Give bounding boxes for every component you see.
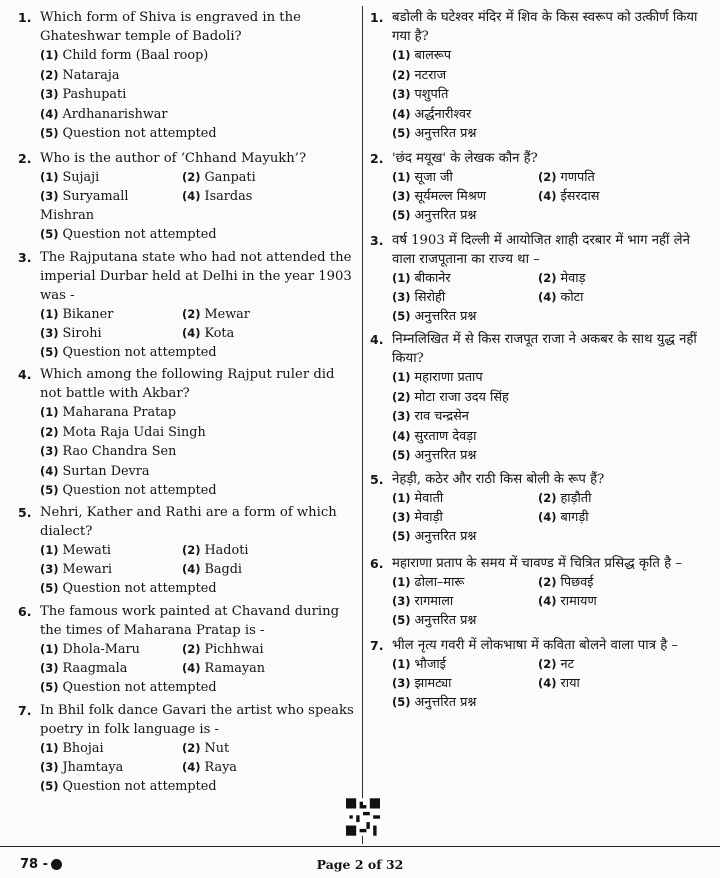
- option-5: [392, 446, 705, 466]
- option-text: Bhojai: [62, 740, 104, 756]
- option-3: [392, 288, 538, 307]
- option-text: राव चन्द्रसेन: [414, 409, 469, 425]
- question-1: [18, 8, 358, 144]
- question-text: Which form of Shiva is engraved in the Ghateshwar temple of Badoli?: [40, 10, 301, 44]
- option-2: [182, 305, 358, 324]
- question-stem: [18, 503, 358, 541]
- option-2: [182, 640, 358, 659]
- option-number: (3): [40, 444, 59, 459]
- option-3: [392, 407, 705, 427]
- option-5: [40, 225, 358, 244]
- option-number: (3): [40, 759, 59, 774]
- question-text: In Bhil folk dance Gavari the artist who speaks poetry in folk language is -: [40, 702, 354, 737]
- option-number: (2): [182, 169, 201, 184]
- option-2: [392, 66, 705, 86]
- question-text: बडोली के घटेश्वर मंदिर में शिव के किस स्वरूप को उत्कीर्ण किया गया है?: [392, 10, 698, 44]
- option-5: [392, 307, 705, 326]
- options: [370, 46, 705, 144]
- option-text: Sirohi: [62, 325, 102, 341]
- option-3: [392, 592, 538, 611]
- option-number: (1): [40, 404, 59, 419]
- question-6: [18, 602, 358, 697]
- option-text: Isardas: [204, 188, 253, 204]
- option-5: [40, 777, 358, 796]
- option-text: Ganpati: [204, 169, 256, 185]
- option-number: (5): [392, 528, 411, 543]
- option-3: [392, 674, 538, 693]
- option-number: (2): [40, 67, 59, 82]
- options: [18, 739, 358, 796]
- option-3: [40, 442, 358, 462]
- option-text: नटराज: [414, 67, 447, 83]
- option-number: (5): [40, 483, 59, 498]
- option-2: [538, 269, 705, 288]
- option-text: पशुपति: [414, 87, 449, 103]
- question-6: [370, 554, 705, 630]
- option-number: (4): [182, 660, 201, 675]
- option-number: (2): [182, 306, 201, 321]
- option-3: [40, 324, 182, 343]
- option-text: Dhola-Maru: [62, 641, 140, 657]
- option-number: (5): [40, 580, 59, 595]
- question-7: [18, 701, 358, 796]
- option-1: [40, 46, 358, 66]
- question-2: [18, 149, 358, 244]
- option-number: (4): [538, 593, 557, 608]
- question-5: [370, 470, 705, 546]
- page-indicator: Page 2 of 32: [316, 857, 404, 872]
- option-text: बीकानेर: [414, 270, 451, 286]
- hindi-column: [370, 8, 705, 712]
- options: [18, 640, 358, 697]
- option-3: [392, 508, 538, 527]
- option-number: (4): [392, 428, 411, 443]
- question-stem: [18, 701, 358, 739]
- option-3: [40, 659, 182, 678]
- option-1: [40, 305, 182, 324]
- option-text: Bagdi: [204, 561, 243, 577]
- question-stem: [18, 149, 358, 168]
- option-number: (5): [392, 448, 411, 463]
- option-4: [538, 288, 705, 307]
- option-number: (3): [392, 409, 411, 424]
- option-number: (1): [392, 270, 411, 285]
- option-number: (2): [392, 67, 411, 82]
- option-text: Question not attempted: [62, 126, 217, 142]
- option-1: [392, 368, 705, 388]
- option-4: [182, 659, 358, 678]
- option-text: अनुत्तरित प्रश्न: [414, 612, 477, 628]
- option-text: मेवाती: [414, 490, 444, 506]
- question-stem: [370, 149, 705, 168]
- option-text: Ardhanarishwar: [62, 106, 168, 122]
- page-number: 78 -: [20, 857, 62, 872]
- question-text: Which among the following Rajput ruler did not battle with Akbar?: [40, 366, 335, 401]
- option-text: Mewar: [204, 306, 250, 322]
- option-text: सूर्यमल्ल मिश्रण: [414, 188, 487, 204]
- option-number: (3): [392, 675, 411, 690]
- question-4: [370, 330, 705, 466]
- option-text: Question not attempted: [62, 344, 217, 360]
- option-2: [182, 541, 358, 560]
- question-text: 'छंद मयूख' के लेखक कौन हैं?: [392, 150, 538, 166]
- option-1: [392, 168, 538, 187]
- question-7: [370, 636, 705, 712]
- question-stem: [370, 231, 705, 269]
- question-stem: [18, 602, 358, 640]
- option-number: (3): [40, 325, 59, 340]
- option-number: (3): [392, 87, 411, 102]
- option-text: Bikaner: [62, 306, 114, 322]
- column-divider: [362, 6, 363, 844]
- options: [18, 305, 358, 362]
- option-number: (1): [392, 490, 411, 505]
- page-footer: [0, 846, 720, 878]
- option-4: [392, 105, 705, 125]
- option-number: (4): [40, 106, 59, 121]
- question-number: 3.: [18, 249, 32, 265]
- question-1: [370, 8, 705, 144]
- option-text: मोटा राजा उदय सिंह: [414, 389, 509, 405]
- option-number: (2): [182, 740, 201, 755]
- option-5: [40, 124, 358, 144]
- option-1: [392, 46, 705, 66]
- option-text: Jhamtaya: [62, 759, 124, 775]
- option-text: Child form (Baal roop): [62, 48, 209, 63]
- option-2: [538, 168, 705, 187]
- option-4: [392, 427, 705, 447]
- option-2: [40, 66, 358, 86]
- option-number: (4): [538, 289, 557, 304]
- option-number: (3): [40, 87, 59, 102]
- question-number: 5.: [370, 471, 384, 487]
- option-text: Raagmala: [62, 660, 128, 676]
- option-4: [182, 560, 358, 579]
- option-number: (4): [538, 675, 557, 690]
- option-number: (1): [40, 542, 59, 557]
- option-text: हाड़ौती: [560, 490, 592, 506]
- option-number: (3): [40, 660, 59, 675]
- option-1: [40, 541, 182, 560]
- option-text: Suryamall Mishran: [40, 188, 129, 223]
- option-number: (5): [40, 778, 59, 793]
- option-text: भौजाई: [414, 656, 446, 672]
- option-4: [538, 674, 705, 693]
- option-number: (3): [392, 188, 411, 203]
- option-4: [182, 324, 358, 343]
- options: [18, 403, 358, 501]
- option-number: (3): [392, 593, 411, 608]
- option-number: (3): [40, 188, 59, 203]
- option-text: Ramayan: [204, 660, 265, 676]
- option-number: (5): [392, 207, 411, 222]
- option-number: (2): [538, 490, 557, 505]
- option-text: Raya: [204, 759, 237, 775]
- option-number: (5): [392, 694, 411, 709]
- option-text: अनुत्तरित प्रश्न: [414, 694, 477, 710]
- option-text: Nut: [204, 740, 230, 756]
- option-number: (4): [182, 325, 201, 340]
- question-stem: [370, 470, 705, 489]
- option-text: बागड़ी: [560, 509, 589, 525]
- option-text: Sujaji: [62, 169, 100, 185]
- option-3: [40, 187, 182, 225]
- qr-code-icon: [346, 798, 380, 836]
- option-text: Question not attempted: [62, 778, 217, 794]
- option-text: Mota Raja Udai Singh: [62, 424, 206, 440]
- option-text: Nataraja: [62, 67, 120, 83]
- question-number: 4.: [18, 366, 32, 382]
- option-5: [392, 124, 705, 144]
- option-text: महाराणा प्रताप: [414, 369, 483, 385]
- option-text: गणपति: [560, 169, 595, 185]
- option-4: [182, 187, 358, 225]
- question-stem: [18, 248, 358, 305]
- option-5: [392, 693, 705, 712]
- option-text: Surtan Devra: [62, 463, 150, 479]
- option-text: बालरूप: [414, 48, 452, 63]
- option-3: [392, 85, 705, 105]
- option-text: राया: [560, 675, 580, 691]
- option-number: (2): [182, 641, 201, 656]
- options: [18, 168, 358, 244]
- option-text: Hadoti: [204, 542, 249, 558]
- option-4: [182, 758, 358, 777]
- question-number: 3.: [370, 232, 384, 248]
- option-text: सिरोही: [414, 289, 446, 305]
- question-text: भील नृत्य गवरी में लोकभाषा में कविता बोलने वाला पात्र है –: [392, 637, 678, 653]
- option-number: (3): [392, 289, 411, 304]
- question-number: 5.: [18, 504, 32, 520]
- option-number: (1): [40, 48, 59, 62]
- option-2: [538, 655, 705, 674]
- option-text: मेवाड़ी: [414, 509, 443, 525]
- option-text: Kota: [204, 325, 235, 341]
- option-number: (1): [392, 169, 411, 184]
- option-text: Mewati: [62, 542, 112, 558]
- option-1: [392, 573, 538, 592]
- option-text: Question not attempted: [62, 580, 217, 596]
- option-text: अनुत्तरित प्रश्न: [414, 528, 477, 544]
- options: [370, 489, 705, 546]
- question-text: वर्ष 1903 में दिल्ली में आयोजित शाही दरबार में भाग नहीं लेने वाला राजपूताना का राज्य था –: [392, 232, 690, 267]
- option-number: (5): [40, 126, 59, 141]
- options: [18, 541, 358, 598]
- question-text: नेहड़ी, कठेर और राठी किस बोली के रूप हैं?: [392, 471, 605, 487]
- option-number: (4): [538, 509, 557, 524]
- option-5: [40, 579, 358, 598]
- option-number: (4): [182, 759, 201, 774]
- option-4: [538, 187, 705, 206]
- option-text: पिछवई: [560, 574, 594, 590]
- option-text: अर्द्धनारीश्वर: [414, 106, 472, 122]
- option-number: (1): [392, 369, 411, 384]
- option-text: ढोला–मारू: [414, 574, 465, 590]
- option-number: (1): [40, 169, 59, 184]
- question-stem: [370, 8, 705, 46]
- option-text: मेवाड़: [560, 270, 586, 286]
- option-number: (5): [40, 226, 59, 241]
- question-3: [370, 231, 705, 326]
- option-number: (4): [182, 561, 201, 576]
- option-text: कोटा: [560, 289, 584, 305]
- question-stem: [18, 365, 358, 403]
- question-text: The Rajputana state who had not attended the imperial Durbar held at Delhi in the year 1903 was -: [40, 249, 352, 303]
- option-text: Pichhwai: [204, 641, 264, 657]
- option-number: (5): [40, 679, 59, 694]
- options: [370, 368, 705, 466]
- option-number: (2): [538, 574, 557, 589]
- question-text: The famous work painted at Chavand during the times of Maharana Pratap is -: [40, 603, 340, 638]
- option-2: [182, 168, 358, 187]
- option-text: Question not attempted: [62, 679, 217, 695]
- option-text: Rao Chandra Sen: [62, 444, 177, 460]
- option-number: (2): [40, 424, 59, 439]
- question-stem: [18, 8, 358, 46]
- option-number: (4): [40, 463, 59, 478]
- option-1: [40, 640, 182, 659]
- options: [370, 168, 705, 225]
- option-text: सूजा जी: [414, 169, 453, 185]
- option-number: (2): [538, 656, 557, 671]
- option-3: [40, 758, 182, 777]
- option-number: (4): [392, 106, 411, 121]
- options: [370, 655, 705, 712]
- question-text: निम्नलिखित में से किस राजपूत राजा ने अकबर के साथ युद्ध नहीं किया?: [392, 331, 697, 366]
- option-text: सुरताण देवड़ा: [414, 428, 477, 444]
- question-number: 4.: [370, 331, 384, 347]
- question-stem: [370, 554, 705, 573]
- question-number: 7.: [18, 702, 32, 718]
- option-number: (2): [538, 270, 557, 285]
- question-text: Nehri, Kather and Rathi are a form of which dialect?: [40, 504, 337, 539]
- option-2: [538, 489, 705, 508]
- option-1: [392, 489, 538, 508]
- option-text: Question not attempted: [62, 483, 217, 499]
- question-stem: [370, 636, 705, 655]
- option-4: [40, 462, 358, 482]
- option-5: [40, 481, 358, 501]
- option-number: (1): [40, 306, 59, 321]
- option-text: नट: [560, 656, 575, 672]
- option-number: (2): [182, 542, 201, 557]
- option-number: (3): [40, 561, 59, 576]
- option-number: (2): [538, 169, 557, 184]
- option-number: (5): [392, 126, 411, 141]
- option-4: [538, 592, 705, 611]
- option-4: [40, 105, 358, 125]
- option-text: Question not attempted: [62, 226, 217, 242]
- question-4: [18, 365, 358, 501]
- option-2: [182, 739, 358, 758]
- option-number: (2): [392, 389, 411, 404]
- option-2: [392, 388, 705, 408]
- option-text: रामायण: [560, 593, 597, 609]
- option-text: झामट्या: [414, 675, 452, 691]
- option-2: [538, 573, 705, 592]
- option-text: Maharana Pratap: [62, 404, 177, 420]
- question-3: [18, 248, 358, 362]
- option-1: [40, 403, 358, 423]
- option-text: अनुत्तरित प्रश्न: [414, 126, 477, 142]
- option-5: [40, 343, 358, 362]
- option-number: (1): [40, 740, 59, 755]
- question-number: 6.: [18, 603, 32, 619]
- question-5: [18, 503, 358, 598]
- option-number: (1): [392, 656, 411, 671]
- option-number: (5): [40, 344, 59, 359]
- option-number: (5): [392, 308, 411, 323]
- option-2: [40, 423, 358, 443]
- option-text: अनुत्तरित प्रश्न: [414, 207, 477, 223]
- question-number: 1.: [370, 10, 384, 25]
- question-stem: [370, 330, 705, 368]
- option-1: [40, 739, 182, 758]
- option-5: [392, 611, 705, 630]
- option-text: अनुत्तरित प्रश्न: [414, 448, 477, 464]
- option-text: Mewari: [62, 561, 112, 577]
- option-3: [392, 187, 538, 206]
- option-1: [392, 655, 538, 674]
- question-number: 2.: [370, 150, 384, 166]
- option-3: [40, 85, 358, 105]
- option-1: [40, 168, 182, 187]
- question-text: महाराणा प्रताप के समय में चावण्ड में चित्रित प्रसिद्ध कृति है –: [392, 555, 682, 571]
- option-text: अनुत्तरित प्रश्न: [414, 308, 477, 324]
- question-number: 6.: [370, 555, 384, 571]
- option-number: (4): [182, 188, 201, 203]
- options: [370, 269, 705, 326]
- english-column: [18, 8, 358, 796]
- option-number: (1): [40, 641, 59, 656]
- question-number: 2.: [18, 150, 32, 166]
- question-text: Who is the author of ‘Chhand Mayukh’?: [40, 150, 307, 166]
- options: [18, 46, 358, 144]
- option-number: (1): [392, 574, 411, 589]
- option-number: (3): [392, 509, 411, 524]
- option-4: [538, 508, 705, 527]
- question-number: 7.: [370, 637, 384, 653]
- option-number: (1): [392, 48, 411, 62]
- option-5: [392, 206, 705, 225]
- option-text: ईसरदास: [560, 188, 600, 204]
- option-text: रागमाला: [414, 593, 454, 609]
- options: [370, 573, 705, 630]
- option-3: [40, 560, 182, 579]
- option-1: [392, 269, 538, 288]
- option-5: [40, 678, 358, 697]
- option-text: Pashupati: [62, 87, 127, 103]
- option-number: (5): [392, 612, 411, 627]
- question-2: [370, 149, 705, 225]
- option-5: [392, 527, 705, 546]
- question-number: 1.: [18, 10, 32, 25]
- option-number: (4): [538, 188, 557, 203]
